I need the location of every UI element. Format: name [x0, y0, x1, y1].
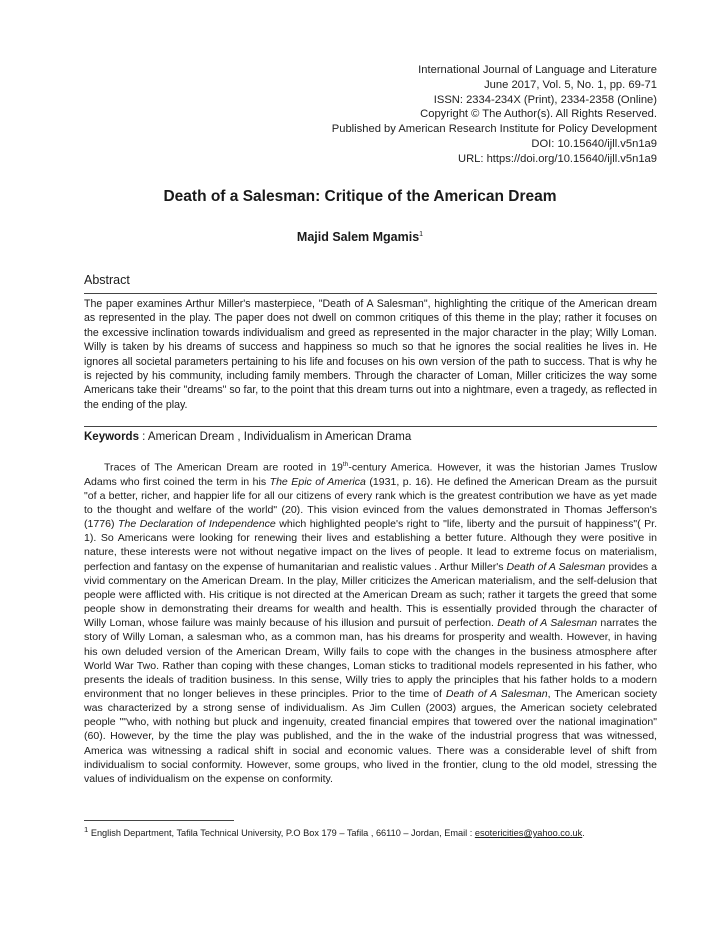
body-paragraph: [84, 458, 657, 786]
abstract-heading: Abstract: [84, 273, 130, 287]
body-text: provides a vivid commentary on the American Dream. In the play, Miller criticizes the American materialism, and the self-delusion that people were afflicted with. His critique is not directed at the American Dream as such; rather it targets the greed that some people show in demonstrating their dreams for wealth and health. This is essentially provided through the character of Willy Loman, whose failure was mainly because of his illusion and pursuit of perfection.: [84, 560, 657, 630]
journal-info: [332, 63, 657, 167]
body-text: narrates the story of Willy Loman, a salesman who, as a common man, has his dreams for prosperity and wealth. However, in having his own deluded version of the American Dream, Willy fails to cope with the changes in the business atmosphere after World War Two. Rather than coping with these changes, Loman sticks to traditional models represented in his father, who presents the ideals of tradition business. In this sense, Willy tries to apply the principles that his father holds to a modern environment that no longer believes in these principles. Prior to the time of: [84, 617, 657, 701]
abstract-bottom-rule: [84, 426, 657, 427]
url: URL: https://doi.org/10.15640/ijll.v5n1a9: [457, 152, 657, 165]
abstract-text: The paper examines Arthur Miller's masterpiece, "Death of A Salesman", highlighting the critique of the American dream as represented in the play. The paper does not dwell on common critiques of this theme in the play; rather it focuses on the excessive inclination towards individualism and greed as represented in the major character in the play; Willy Loman. Willy is taken by his dreams of success and happiness so much so that he ignores the social realities he lives in. He ignores all societal parameters pertaining to his life and focuses on his own version of the path to success. That is why he is rejected by his community, including family members. Through the character of Loman, Miller criticizes the way some Americans take their "dreams" so far, to the point that this dream turns out into a nightmare, even a tragedy, as reflected in the ending of the play.: [84, 298, 657, 411]
footnote-mark: 1: [84, 825, 89, 834]
footnote-end: .: [582, 828, 585, 839]
keywords-text: : American Dream , Individualism in American Drama: [138, 431, 412, 443]
issue-info: June 2017, Vol. 5, No. 1, pp. 69-71: [484, 78, 657, 91]
body-text: Traces of The American Dream are rooted in 19: [104, 461, 343, 474]
abstract-top-rule: [84, 293, 657, 294]
footnote-email-link[interactable]: esotericities@yahoo.co.uk: [474, 828, 583, 839]
footnote-text: English Department, Tafila Technical University, P.O Box 179 – Tafila , 66110 – Jordan, Email :: [88, 828, 475, 839]
body-text: , The American society was characterized by a strong sense of individualism. As Jim Cullen (2003) argues, the American society celebrated people ""who, with nothing but pluck and ingenuity, created financial empires that towered over the national imagination" (60). However, by the time the play was published, and the in the wake of the industrial progress that was witnessed, America was witnessing a radical shift in social and economic values. There was a considerable level of shift from individualism to social conformity. However, some groups, who lived in the frontier, clung to the old model, stressing the values of individualism on the expense on conformity.: [84, 688, 657, 785]
body-text: -century America. However, it was the historian James Truslow Adams who first coined the term in his: [84, 461, 657, 488]
book-title-italic: The Epic of America: [269, 475, 366, 488]
play-title-italic: Death of A Salesman: [497, 617, 598, 630]
keywords-label: Keywords: [84, 431, 139, 443]
doi: DOI: 10.15640/ijll.v5n1a9: [531, 137, 657, 150]
play-title-italic: Death of A Salesman: [445, 688, 548, 701]
publisher: Published by American Research Institute for Policy Development: [331, 123, 657, 136]
keywords-line: [84, 431, 411, 443]
body-text: (1931, p. 16). He defined the American Dream as the pursuit "of a better, richer, and happier life for all our citizens of every rank which is the greatest contribution we have as yet made to the thought and welfare of the world" (20). This vision evinced from the values demonstrated in Thomas Jefferson's (1776): [84, 475, 657, 531]
author-footnote-mark: 1: [419, 230, 424, 238]
body-superscript: th: [342, 461, 349, 468]
copyright: Copyright © The Author(s). All Rights Reserved.: [420, 108, 657, 121]
author-name: Majid Salem Mgamis: [296, 230, 420, 244]
journal-name: International Journal of Language and Literature: [418, 64, 657, 76]
footnote-rule: [84, 820, 234, 821]
author-line: [0, 230, 720, 244]
document-title-italic: The Declaration of Independence: [118, 518, 276, 531]
paper-title: Death of a Salesman: Critique of the American Dream: [163, 188, 557, 205]
body-text: which highlighted people's right to "life, liberty and the pursuit of happiness"( Pr. 1). So Americans were looking for renewing their lives and establishing a better future. Although they were positive in nature, these interests were not without negative impact on the lives of people. It lead to extreme focus on materialism, perfection and fantasy on the expense of humanitarian and realistic values . Arthur Miller's: [84, 518, 658, 573]
play-title-italic: Death of A Salesman: [506, 560, 606, 573]
issn: ISSN: 2334-234X (Print), 2334-2358 (Online): [433, 93, 657, 106]
footnote: [84, 825, 585, 838]
